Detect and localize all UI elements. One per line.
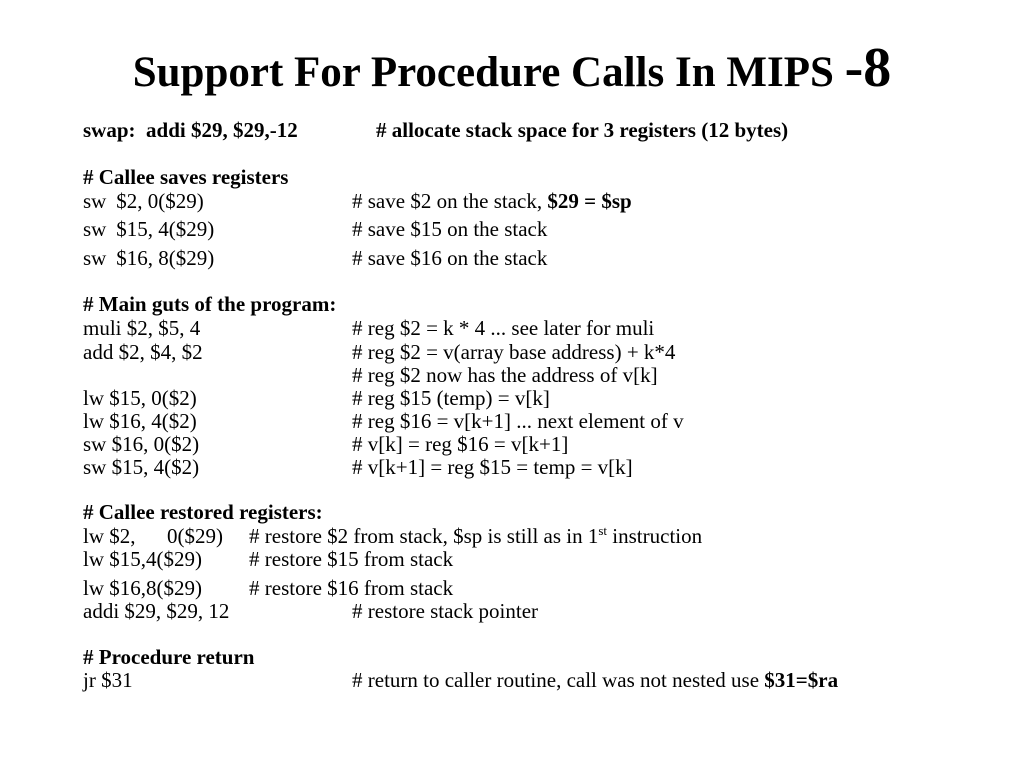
code-op: lw $2, [83, 524, 136, 548]
return-heading: # Procedure return [83, 645, 255, 669]
code-comment: # save $16 on the stack [352, 246, 548, 270]
swap-code: addi $29, $29,-12 [146, 118, 298, 142]
code-comment: # save $15 on the stack [352, 217, 548, 241]
code-line [83, 455, 633, 479]
code-text: sw $16, 0($2) [83, 432, 200, 456]
code-line [83, 523, 703, 548]
code-comment: # v[k] = reg $16 = v[k+1] [352, 432, 569, 456]
code-op: sw [83, 217, 107, 241]
code-text: addi $29, $29, 12 [83, 599, 230, 623]
swap-comment: # allocate stack space for 3 registers (12 bytes) [376, 118, 789, 142]
code-op: lw $15, [83, 547, 146, 571]
code-line [83, 316, 655, 340]
code-comment: # reg $16 = v[k+1] ... next element of v [352, 409, 684, 433]
code-line [83, 386, 550, 410]
code-comment: # restore $15 from stack [249, 547, 454, 571]
code-text: sw $15, 4($2) [83, 455, 200, 479]
code-line [83, 576, 454, 600]
swap-line [83, 118, 789, 142]
code-comment: # reg $15 (temp) = v[k] [352, 386, 550, 410]
code-comment: # reg $2 now has the address of v[k] [352, 363, 658, 387]
restore-heading: # Callee restored registers: [83, 500, 323, 524]
code-args: $2, 0($29) [116, 189, 204, 213]
code-line [83, 340, 676, 364]
code-comment-text: # restore $2 from stack, $sp is still as in 1 [249, 524, 599, 548]
code-comment [249, 524, 702, 548]
title-text: Support For Procedure Calls In MIPS [132, 49, 834, 96]
code-comment-text: # return to caller routine, call was not nested use [352, 668, 760, 692]
code-text: muli $2, $5, 4 [83, 316, 201, 340]
code-text: jr $31 [83, 668, 133, 692]
main-heading: # Main guts of the program: [83, 292, 337, 316]
code-comment-text: # save $2 on the stack, [352, 189, 543, 213]
code-line [83, 432, 569, 456]
code-comment: # restore stack pointer [352, 599, 539, 623]
code-line [83, 668, 839, 692]
code-op: sw [83, 246, 107, 270]
save-heading: # Callee saves registers [83, 165, 289, 189]
code-line [83, 217, 548, 241]
code-args: 0($29) [167, 524, 223, 548]
code-text: add $2, $4, $2 [83, 340, 203, 364]
code-comment [352, 668, 838, 692]
code-args: 4($29) [146, 547, 202, 571]
code-comment-tail: instruction [607, 524, 703, 548]
code-comment-bold: $29 = $sp [547, 189, 632, 213]
code-line [83, 547, 454, 571]
slide-title [0, 38, 1024, 103]
superscript: st [598, 523, 608, 538]
code-line [83, 246, 548, 270]
code-comment: # reg $2 = v(array base address) + k*4 [352, 340, 676, 364]
code-op: sw [83, 189, 107, 213]
code-op: lw $16, [83, 576, 146, 600]
code-args: 8($29) [146, 576, 202, 600]
code-line [83, 409, 684, 433]
code-line [83, 599, 539, 623]
code-comment: # restore $16 from stack [249, 576, 454, 600]
code-comment-bold: $31=$ra [764, 668, 839, 692]
title-number: -8 [844, 37, 892, 99]
code-line [83, 189, 632, 213]
code-args: $16, 8($29) [116, 246, 215, 270]
code-comment [352, 189, 632, 213]
code-text: lw $16, 4($2) [83, 409, 197, 433]
code-args: $15, 4($29) [116, 217, 215, 241]
code-comment: # reg $2 = k * 4 ... see later for muli [352, 316, 655, 340]
code-text: lw $15, 0($2) [83, 386, 197, 410]
code-comment: # v[k+1] = reg $15 = temp = v[k] [352, 455, 633, 479]
swap-label: swap: [83, 118, 136, 142]
